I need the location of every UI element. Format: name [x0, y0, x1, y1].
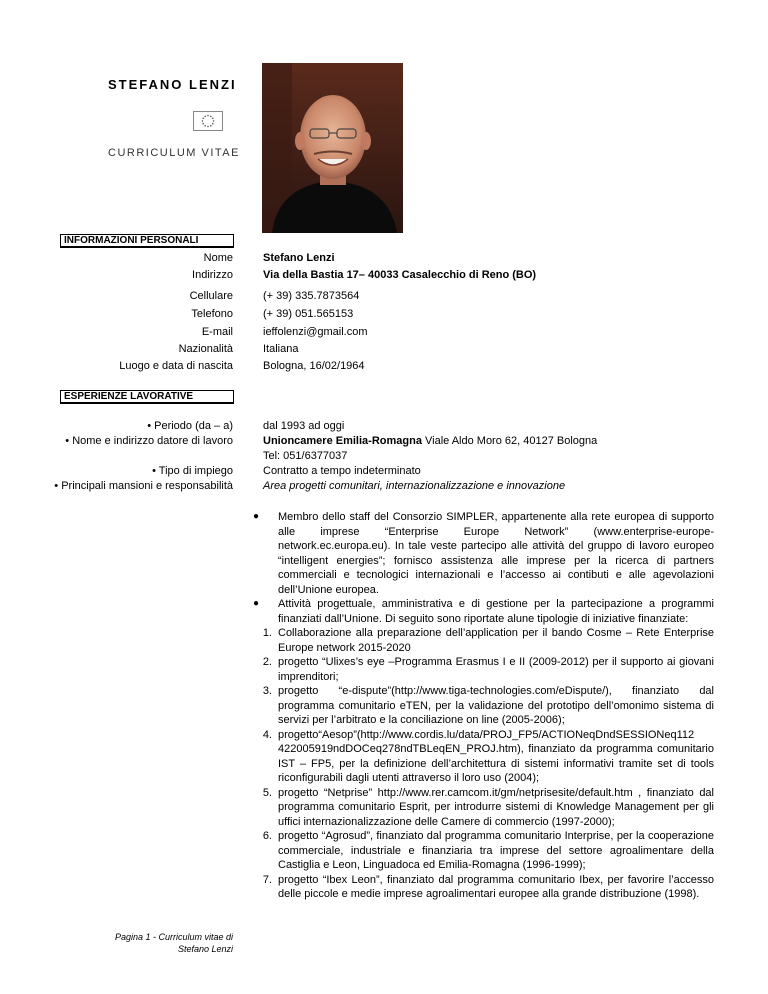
- label-period: • Periodo (da – a): [147, 420, 233, 432]
- duty-bullet-2: Attività progettuale, amministrativa e di gestione per la partecipazione a programmi finanziati dall’Unione. Di seguito sono riportate alune tipologie di iniziative finanziate:: [278, 598, 714, 625]
- label-address: Indirizzo: [192, 269, 233, 281]
- page-footer: [115, 931, 233, 955]
- project-list: [250, 626, 714, 902]
- list-item: 3. progetto “e-dispute”(http://www.tiga-technologies.com/eDispute/), finanziato dal programma comunitario eTEN, per la validazione del prototipo dell’omonimo sistema di servizi per l’arbitrato e la conciliazione on line (2005-2006);: [262, 685, 714, 726]
- value-nationality: Italiana: [263, 343, 299, 355]
- list-item: 2. progetto “Ulixes’s eye –Programma Erasmus I e II (2009-2012) per il supporto ai giovani imprenditori;: [262, 656, 714, 683]
- label-name: Nome: [203, 252, 233, 264]
- value-birth: Bologna, 16/02/1964: [263, 360, 365, 372]
- value-period: dal 1993 ad oggi: [263, 420, 345, 432]
- value-employer: [263, 435, 597, 447]
- label-duties: • Principali mansioni e responsabilità: [54, 480, 233, 492]
- value-address: Via della Bastia 17– 40033 Casalecchio di Reno (BO): [263, 269, 537, 281]
- profile-photo: [262, 63, 403, 233]
- section-header-personal: INFORMAZIONI PERSONALI: [60, 234, 234, 248]
- value-name: Stefano Lenzi: [263, 252, 335, 264]
- employer-name: Unioncamere Emilia-Romagna: [263, 435, 422, 447]
- eu-flag-icon: [193, 111, 223, 131]
- value-employer-tel: Tel: 051/6377037: [263, 450, 348, 462]
- list-item: 5. progetto “Netprise” http://www.rer.camcom.it/gm/netprisesite/default.htm , finanziato dal programma comunitario Esprit, per introdurre sistemi di Knowledge Management per gli uffici internazionalizzazione delle Camere di commercio (1997-2000);: [262, 786, 714, 828]
- value-area: Area progetti comunitari, internazionalizzazione e innovazione: [263, 480, 566, 492]
- value-email[interactable]: ieffolenzi@gmail.com: [263, 326, 368, 338]
- label-nationality: Nazionalità: [178, 343, 233, 355]
- footer-line-2: Stefano Lenzi: [177, 944, 233, 954]
- list-item: 4. progetto“Aesop”(http://www.cordis.lu/data/PROJ_FP5/ACTIONeqDndSESSIONeq112 422005919ndDOCeq278ndTBLeqEN_PROJ.htm), finanziato da programma comunitario IST – FP5, per la definizione dell’architettura di sistemi informativi tramite set di tools riconfigurabili dagli utenti attraverso il loro uso (2004);: [262, 728, 714, 784]
- cv-subtitle: CURRICULUM VITAE: [108, 147, 240, 159]
- footer-line-1: Pagina 1 - Curriculum vitae di: [114, 932, 233, 942]
- list-item: 1. Collaborazione alla preparazione dell’application per il bando Cosme – Rete Enterprise Europe network 2015-2020: [262, 627, 714, 654]
- list-item: 6. progetto “Agrosud”, finanziato dal programma comunitario Interprise, per la cooperazione commerciale, industriale e finanziaria tra imprese del settore agroalimentare della Castiglia e Leon, Linguadoca ed Emilia-Romagna (1996-1999);: [262, 830, 714, 871]
- label-type: • Tipo di impiego: [152, 465, 233, 477]
- label-employer: • Nome e indirizzo datore di lavoro: [65, 435, 233, 447]
- label-mobile: Cellulare: [189, 290, 233, 302]
- bullet-icon: ●: [253, 598, 260, 609]
- value-phone: (+ 39) 051.565153: [263, 308, 354, 320]
- value-type: Contratto a tempo indeterminato: [263, 465, 421, 477]
- label-email: E-mail: [201, 326, 233, 338]
- section-header-work: ESPERIENZE LAVORATIVE: [60, 390, 234, 404]
- cv-owner-name: STEFANO LENZI: [108, 77, 237, 92]
- label-phone: Telefono: [191, 308, 233, 320]
- list-item: 7. progetto “Ibex Leon”, finanziato dal programma comunitario Ibex, per favorire l’accesso delle piccole e medie imprese agroalimentari europee alla grande distribuzione (1998).: [262, 873, 714, 900]
- duty-bullet-1: Membro dello staff del Consorzio SIMPLER, appartenente alla rete europea di supporto alle imprese “Enterprise Europe Network” (www.enterprise-europe-network.ec.europa.eu). In tale veste partecipo alle attività del gruppo di lavoro europeo “intelligent energies”; fornisco assistenza alle imprese per la ricerca di partners commerciali e tecnologici internazionali e l’accesso ai contibuti e alle agevolazioni dell’Unione europea.: [278, 511, 714, 596]
- employer-address: Viale Aldo Moro 62, 40127 Bologna: [421, 435, 598, 447]
- value-mobile: (+ 39) 335.7873564: [263, 290, 360, 302]
- label-birth: Luogo e data di nascita: [119, 360, 233, 372]
- bullet-icon: ●: [253, 511, 260, 522]
